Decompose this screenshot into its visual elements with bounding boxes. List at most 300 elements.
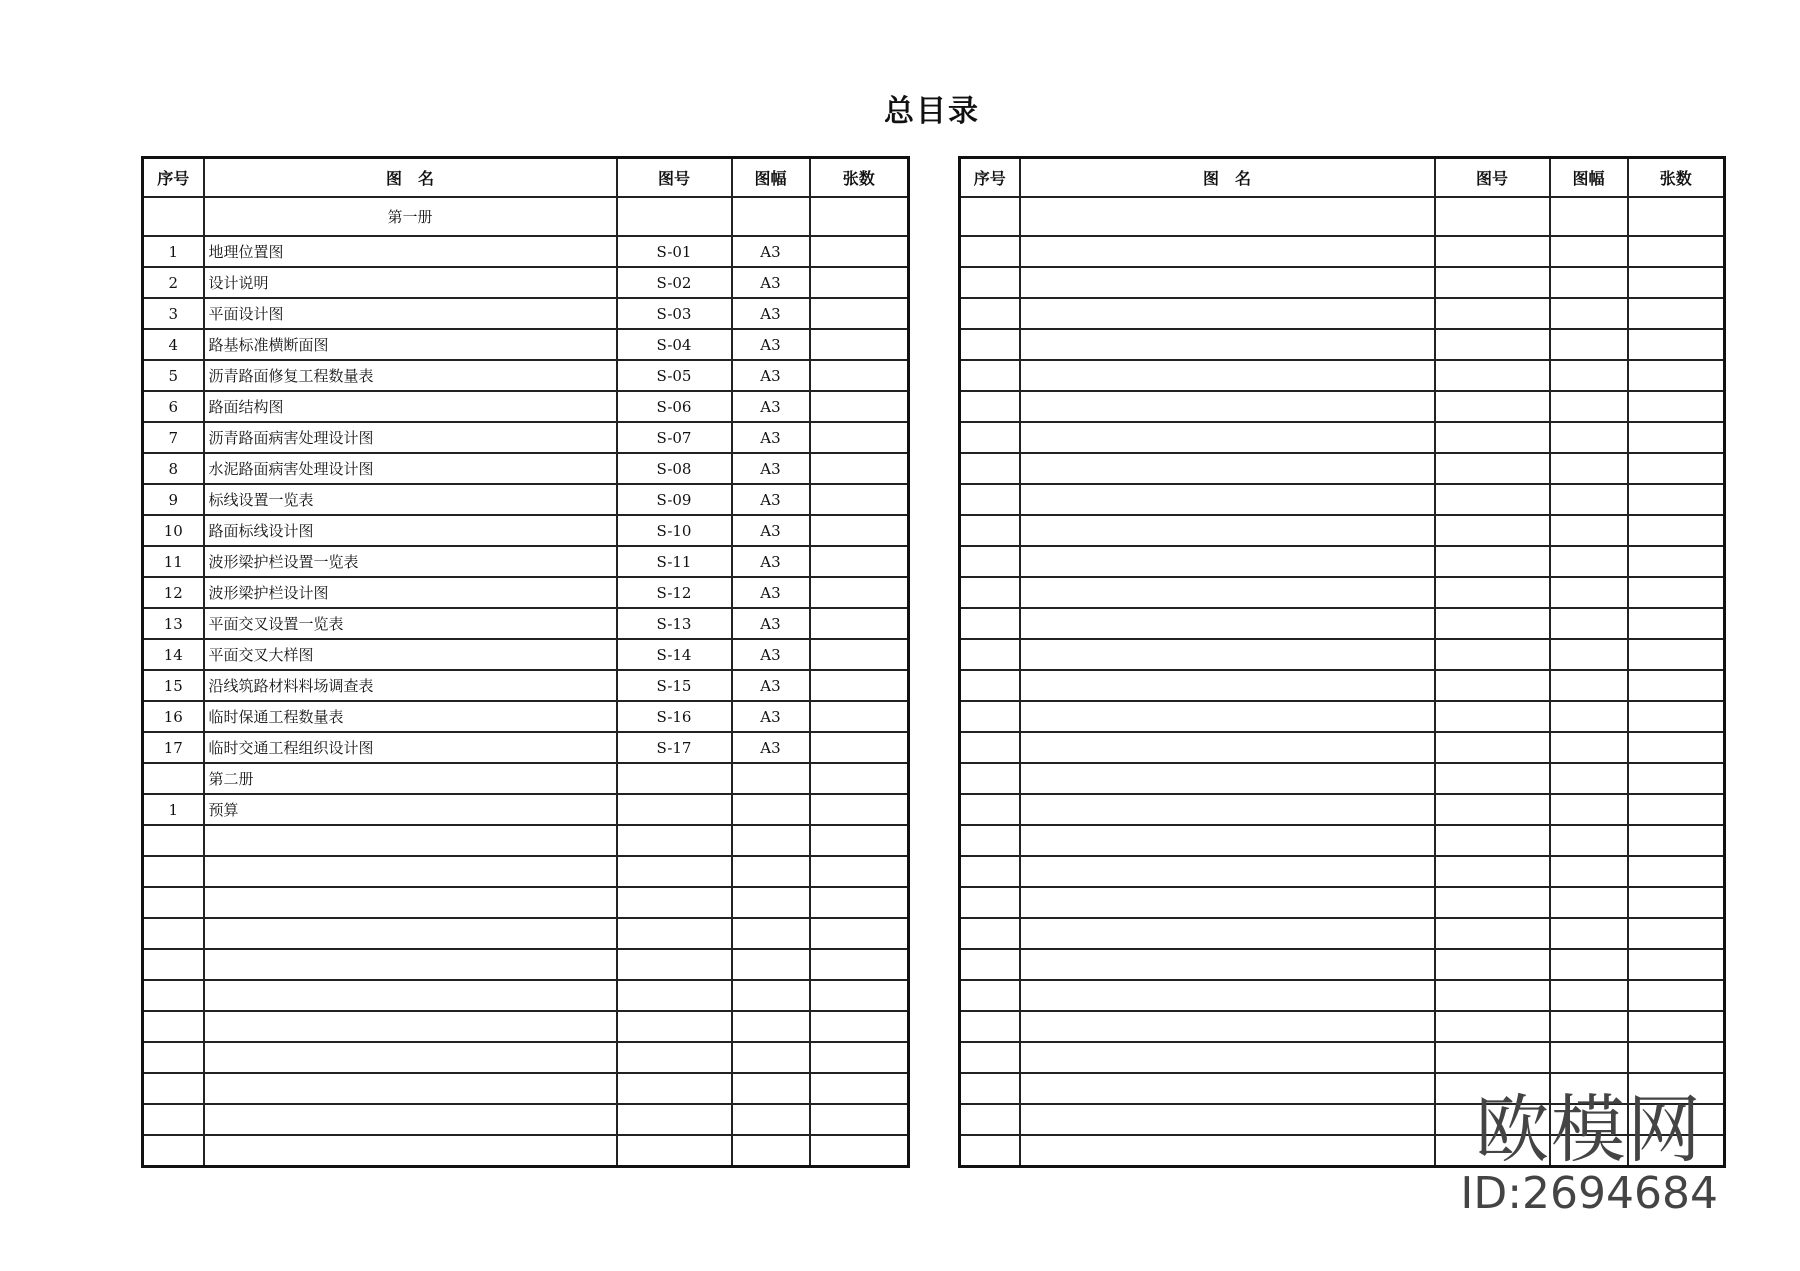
- cell-no: [960, 1104, 1020, 1135]
- cell-size: [1550, 484, 1628, 515]
- table-row: [960, 298, 1725, 329]
- cell-no: [143, 887, 204, 918]
- cell-code: [1435, 515, 1550, 546]
- cell-no: [960, 1073, 1020, 1104]
- cell-name: [1020, 197, 1435, 236]
- table-row: [960, 267, 1725, 298]
- cell-count: [1628, 577, 1725, 608]
- cell-count: [1628, 422, 1725, 453]
- cell-name: [204, 1135, 617, 1167]
- table-row: [143, 329, 909, 360]
- cell-no: [143, 980, 204, 1011]
- cell-size: A3: [732, 329, 810, 360]
- table-row: [143, 825, 909, 856]
- cell-code: [617, 1073, 732, 1104]
- cell-code: [617, 887, 732, 918]
- cell-count: [810, 298, 909, 329]
- cell-code: [1435, 267, 1550, 298]
- cell-code: [1435, 763, 1550, 794]
- table-row: [143, 484, 909, 515]
- cell-code: [617, 918, 732, 949]
- cell-size: [732, 856, 810, 887]
- cell-count: [1628, 732, 1725, 763]
- cell-code: [617, 825, 732, 856]
- table-row: [143, 732, 909, 763]
- cell-code: S-11: [617, 546, 732, 577]
- cell-no: [960, 918, 1020, 949]
- cell-size: A3: [732, 391, 810, 422]
- cell-no: [960, 360, 1020, 391]
- cell-no: 2: [143, 267, 204, 298]
- cell-name: 临时交通工程组织设计图: [204, 732, 617, 763]
- cell-count: [810, 825, 909, 856]
- cell-no: [143, 825, 204, 856]
- cell-size: [732, 1135, 810, 1167]
- cell-no: [960, 236, 1020, 267]
- cell-code: [1435, 453, 1550, 484]
- page-title: 总目录: [884, 94, 980, 129]
- cell-name: 波形梁护栏设置一览表: [204, 546, 617, 577]
- cell-size: [732, 794, 810, 825]
- table-row: [960, 856, 1725, 887]
- cell-size: [1550, 856, 1628, 887]
- cell-size: [1550, 1042, 1628, 1073]
- cell-code: [1435, 360, 1550, 391]
- cell-count: [810, 732, 909, 763]
- cell-size: [732, 1042, 810, 1073]
- cell-size: [1550, 701, 1628, 732]
- cell-count: [1628, 453, 1725, 484]
- table-row: [960, 391, 1725, 422]
- cell-size: A3: [732, 639, 810, 670]
- header-code: 图号: [617, 158, 732, 198]
- cell-size: [732, 197, 810, 236]
- cell-name: [1020, 701, 1435, 732]
- cell-name: [1020, 298, 1435, 329]
- cell-name: [204, 887, 617, 918]
- cell-code: [1435, 887, 1550, 918]
- cell-count: [1628, 670, 1725, 701]
- cell-count: [810, 1104, 909, 1135]
- cell-no: [960, 980, 1020, 1011]
- table-row: [143, 422, 909, 453]
- cell-size: [732, 980, 810, 1011]
- section-row: [143, 197, 909, 236]
- header-size: 图幅: [1550, 158, 1628, 198]
- cell-count: [810, 577, 909, 608]
- cell-no: [143, 1011, 204, 1042]
- cell-name: 沿线筑路材料料场调查表: [204, 670, 617, 701]
- cell-no: [960, 267, 1020, 298]
- cell-size: A3: [732, 608, 810, 639]
- table-row: [143, 391, 909, 422]
- cell-name: [1020, 1011, 1435, 1042]
- cell-code: [1435, 298, 1550, 329]
- cell-code: S-04: [617, 329, 732, 360]
- cell-size: [1550, 887, 1628, 918]
- cell-name: [1020, 980, 1435, 1011]
- cell-name: 平面交叉设置一览表: [204, 608, 617, 639]
- cell-code: [1435, 856, 1550, 887]
- cell-no: [960, 825, 1020, 856]
- cell-no: 1: [143, 236, 204, 267]
- cell-code: S-17: [617, 732, 732, 763]
- cell-count: [1628, 236, 1725, 267]
- cell-code: [1435, 546, 1550, 577]
- cell-name: [204, 1011, 617, 1042]
- cell-count: [810, 236, 909, 267]
- cell-no: 16: [143, 701, 204, 732]
- cell-no: [960, 1135, 1020, 1167]
- cell-size: A3: [732, 732, 810, 763]
- cell-code: S-10: [617, 515, 732, 546]
- cell-code: [617, 1135, 732, 1167]
- cell-code: [1435, 980, 1550, 1011]
- cell-count: [1628, 298, 1725, 329]
- cell-no: 13: [143, 608, 204, 639]
- cell-code: [1435, 825, 1550, 856]
- cell-code: [1435, 670, 1550, 701]
- cell-count: [810, 1011, 909, 1042]
- cell-count: [1628, 701, 1725, 732]
- section-label: 第一册: [204, 197, 617, 236]
- cell-name: [1020, 825, 1435, 856]
- table-row: [960, 197, 1725, 236]
- cell-count: [810, 422, 909, 453]
- table-row: [960, 763, 1725, 794]
- cell-code: S-03: [617, 298, 732, 329]
- cell-count: [1628, 639, 1725, 670]
- table-row: [143, 515, 909, 546]
- cell-code: S-05: [617, 360, 732, 391]
- cell-name: [1020, 391, 1435, 422]
- cell-name: [1020, 577, 1435, 608]
- cell-code: [1435, 639, 1550, 670]
- table-header: [960, 158, 1725, 198]
- cell-name: 路面结构图: [204, 391, 617, 422]
- cell-name: [204, 825, 617, 856]
- cell-code: [617, 856, 732, 887]
- cell-size: [1550, 763, 1628, 794]
- cell-no: 9: [143, 484, 204, 515]
- cell-no: 8: [143, 453, 204, 484]
- cell-code: [617, 1042, 732, 1073]
- cell-no: [960, 1042, 1020, 1073]
- table-row: [143, 887, 909, 918]
- cell-name: [1020, 360, 1435, 391]
- cell-no: [960, 1011, 1020, 1042]
- cell-code: [1435, 732, 1550, 763]
- cell-size: A3: [732, 453, 810, 484]
- table-row: [143, 794, 909, 825]
- cell-code: [1435, 422, 1550, 453]
- cell-size: [1550, 639, 1628, 670]
- cell-name: [1020, 670, 1435, 701]
- cell-size: [1550, 298, 1628, 329]
- table-row: [143, 763, 909, 794]
- cell-name: 平面交叉大样图: [204, 639, 617, 670]
- cell-name: 地理位置图: [204, 236, 617, 267]
- table-row: [143, 856, 909, 887]
- cell-name: [204, 1104, 617, 1135]
- cell-no: 4: [143, 329, 204, 360]
- cell-size: [1550, 453, 1628, 484]
- cell-count: [1628, 918, 1725, 949]
- cell-size: [1550, 949, 1628, 980]
- cell-size: [1550, 608, 1628, 639]
- cell-no: 3: [143, 298, 204, 329]
- cell-size: [1550, 577, 1628, 608]
- table-row: [143, 980, 909, 1011]
- table-row: [143, 267, 909, 298]
- cell-no: [960, 670, 1020, 701]
- cell-size: A3: [732, 298, 810, 329]
- cell-count: [810, 267, 909, 298]
- cell-code: [1435, 794, 1550, 825]
- cell-size: [1550, 391, 1628, 422]
- cell-name: 水泥路面病害处理设计图: [204, 453, 617, 484]
- cell-count: [810, 639, 909, 670]
- table-row: [960, 701, 1725, 732]
- table-row: [143, 546, 909, 577]
- cell-no: [960, 546, 1020, 577]
- header-no: 序号: [143, 158, 204, 198]
- cell-count: [810, 980, 909, 1011]
- index-table-right: [958, 156, 1726, 1173]
- cell-size: A3: [732, 484, 810, 515]
- cell-no: 11: [143, 546, 204, 577]
- cell-name: [1020, 1073, 1435, 1104]
- cell-count: [810, 1073, 909, 1104]
- table-row: [960, 453, 1725, 484]
- cell-count: [810, 484, 909, 515]
- cell-name: [1020, 763, 1435, 794]
- cell-no: [960, 391, 1020, 422]
- cell-count: [1628, 887, 1725, 918]
- cell-code: S-13: [617, 608, 732, 639]
- cell-count: [1628, 1042, 1725, 1073]
- cell-code: [617, 980, 732, 1011]
- table-row: [143, 360, 909, 391]
- cell-count: [1628, 267, 1725, 298]
- table-row: [143, 1011, 909, 1042]
- table-row: [143, 298, 909, 329]
- cell-no: [960, 608, 1020, 639]
- cell-code: S-09: [617, 484, 732, 515]
- cell-code: [1435, 391, 1550, 422]
- cell-count: [810, 763, 909, 794]
- cell-name: 临时保通工程数量表: [204, 701, 617, 732]
- cell-name: [1020, 1135, 1435, 1167]
- cell-count: [810, 608, 909, 639]
- cell-size: [732, 949, 810, 980]
- cell-size: [732, 1011, 810, 1042]
- cell-count: [810, 453, 909, 484]
- cell-no: [960, 197, 1020, 236]
- cell-no: 17: [143, 732, 204, 763]
- cell-name: [1020, 639, 1435, 670]
- cell-size: A3: [732, 670, 810, 701]
- table-row: [143, 1042, 909, 1073]
- cell-name: [1020, 794, 1435, 825]
- cell-name: [1020, 236, 1435, 267]
- table-row: [960, 639, 1725, 670]
- cell-size: [1550, 794, 1628, 825]
- cell-count: [810, 701, 909, 732]
- table-row: [960, 360, 1725, 391]
- cell-name: [1020, 546, 1435, 577]
- cell-name: [1020, 422, 1435, 453]
- cell-name: [1020, 484, 1435, 515]
- table-row: [143, 949, 909, 980]
- index-table-left: [141, 156, 910, 1168]
- cell-size: [1550, 918, 1628, 949]
- cell-size: [732, 825, 810, 856]
- watermark: [1460, 1087, 1718, 1219]
- table-row: [960, 949, 1725, 980]
- table-row: [960, 825, 1725, 856]
- cell-size: [1550, 360, 1628, 391]
- cell-count: [810, 794, 909, 825]
- table-row: [960, 980, 1725, 1011]
- table-row: [960, 546, 1725, 577]
- cell-name: [204, 949, 617, 980]
- cell-count: [810, 391, 909, 422]
- table-row: [960, 1042, 1725, 1073]
- cell-size: [1550, 546, 1628, 577]
- cell-size: [1550, 732, 1628, 763]
- table-row: [143, 577, 909, 608]
- cell-size: A3: [732, 236, 810, 267]
- header-size: 图幅: [732, 158, 810, 198]
- cell-code: S-06: [617, 391, 732, 422]
- cell-no: [143, 1042, 204, 1073]
- table-row: [143, 608, 909, 639]
- table-row: [143, 1073, 909, 1104]
- cell-code: S-01: [617, 236, 732, 267]
- cell-size: A3: [732, 577, 810, 608]
- cell-name: [204, 918, 617, 949]
- cell-name: [1020, 1042, 1435, 1073]
- header-name: 图 名: [204, 158, 617, 198]
- cell-name: [1020, 918, 1435, 949]
- cell-no: [960, 949, 1020, 980]
- cell-size: A3: [732, 515, 810, 546]
- table-row: [143, 670, 909, 701]
- header-count: 张数: [810, 158, 909, 198]
- cell-name: [204, 856, 617, 887]
- cell-name: [1020, 1104, 1435, 1135]
- table-row: [960, 732, 1725, 763]
- cell-count: [810, 918, 909, 949]
- cell-code: [1435, 1011, 1550, 1042]
- cell-code: [617, 1011, 732, 1042]
- cell-name: 设计说明: [204, 267, 617, 298]
- table-row: [960, 794, 1725, 825]
- cell-code: S-08: [617, 453, 732, 484]
- cell-name: [1020, 887, 1435, 918]
- cell-no: [143, 918, 204, 949]
- cell-no: 12: [143, 577, 204, 608]
- cell-name: [1020, 267, 1435, 298]
- table-row: [960, 577, 1725, 608]
- table-row: [960, 422, 1725, 453]
- cell-no: 7: [143, 422, 204, 453]
- cell-size: [1550, 980, 1628, 1011]
- cell-no: [143, 1104, 204, 1135]
- cell-code: S-14: [617, 639, 732, 670]
- cell-size: [1550, 825, 1628, 856]
- table-row: [960, 918, 1725, 949]
- cell-name: 沥青路面修复工程数量表: [204, 360, 617, 391]
- cell-count: [1628, 197, 1725, 236]
- cell-count: [1628, 391, 1725, 422]
- cell-code: [1435, 918, 1550, 949]
- table-row: [143, 1104, 909, 1135]
- cell-name: [1020, 608, 1435, 639]
- cell-code: [1435, 701, 1550, 732]
- cell-count: [1628, 825, 1725, 856]
- cell-no: [143, 1073, 204, 1104]
- cell-size: [1550, 267, 1628, 298]
- cell-count: [810, 949, 909, 980]
- cell-count: [810, 360, 909, 391]
- cell-code: S-07: [617, 422, 732, 453]
- cell-name: [1020, 515, 1435, 546]
- cell-no: [960, 639, 1020, 670]
- cell-count: [1628, 608, 1725, 639]
- cell-name: 沥青路面病害处理设计图: [204, 422, 617, 453]
- cell-name: 波形梁护栏设计图: [204, 577, 617, 608]
- cell-code: S-15: [617, 670, 732, 701]
- cell-count: [1628, 515, 1725, 546]
- cell-name: [1020, 856, 1435, 887]
- cell-count: [810, 515, 909, 546]
- cell-no: [960, 701, 1020, 732]
- cell-count: [1628, 1011, 1725, 1042]
- cell-no: [143, 763, 204, 794]
- cell-count: [1628, 856, 1725, 887]
- table-row: [960, 515, 1725, 546]
- cell-count: [1628, 546, 1725, 577]
- cell-size: [732, 1104, 810, 1135]
- cell-name: 路面标线设计图: [204, 515, 617, 546]
- cell-size: [1550, 197, 1628, 236]
- cell-code: [1435, 236, 1550, 267]
- cell-size: [732, 918, 810, 949]
- header-no: 序号: [960, 158, 1020, 198]
- cell-count: [810, 670, 909, 701]
- table-row: [960, 887, 1725, 918]
- cell-no: 15: [143, 670, 204, 701]
- cell-name: [1020, 329, 1435, 360]
- cell-size: [1550, 1011, 1628, 1042]
- cell-size: A3: [732, 267, 810, 298]
- table-row: [143, 701, 909, 732]
- cell-count: [810, 856, 909, 887]
- cell-count: [810, 329, 909, 360]
- table-row: [960, 484, 1725, 515]
- cell-code: [1435, 608, 1550, 639]
- table-row: [960, 236, 1725, 267]
- cell-no: 14: [143, 639, 204, 670]
- cell-no: 1: [143, 794, 204, 825]
- cell-name: [1020, 732, 1435, 763]
- cell-code: [617, 763, 732, 794]
- cell-size: A3: [732, 546, 810, 577]
- cell-code: [1435, 329, 1550, 360]
- cell-code: [617, 197, 732, 236]
